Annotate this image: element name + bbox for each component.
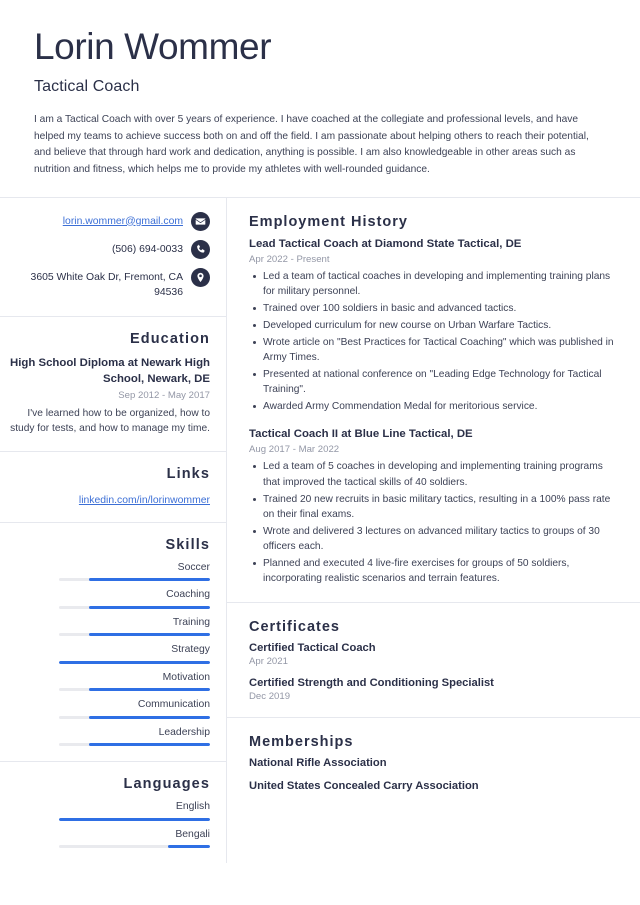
location-pin-icon bbox=[191, 268, 210, 287]
skill-level-bar bbox=[59, 743, 210, 746]
skill-level-bar bbox=[59, 688, 210, 691]
skill-item bbox=[10, 698, 210, 719]
envelope-icon bbox=[191, 212, 210, 231]
resume-header bbox=[0, 0, 640, 197]
phone-icon bbox=[191, 240, 210, 259]
certificates-heading: Certificates bbox=[249, 619, 340, 636]
skill-item bbox=[10, 616, 210, 637]
language-item bbox=[10, 828, 210, 849]
language-label: Bengali bbox=[175, 828, 210, 840]
skill-label: Soccer bbox=[177, 561, 210, 573]
bar-fill bbox=[89, 688, 210, 691]
skill-label: Communication bbox=[137, 699, 210, 711]
education-degree: High School Diploma at Newark High School, Newark, DE bbox=[10, 356, 210, 385]
education-entry bbox=[10, 355, 210, 437]
skill-level-bar bbox=[59, 578, 210, 581]
skill-level-bar bbox=[59, 716, 210, 719]
memberships-section bbox=[227, 718, 640, 807]
sidebar-column bbox=[0, 198, 227, 864]
employment-bullet-list bbox=[249, 459, 618, 586]
language-item bbox=[10, 800, 210, 821]
employment-bullet: Led a team of tactical coaches in developing and implementing training plans for military personnel. bbox=[249, 269, 618, 300]
employment-bullet: Planned and executed 4 live-fire exercises for groups of 50 soldiers, incorporating realistic scenarios and terrain features. bbox=[249, 556, 618, 587]
skill-label: Coaching bbox=[166, 589, 210, 601]
links-section bbox=[0, 452, 226, 523]
employment-job-title: Lead Tactical Coach at Diamond State Tactical, DE bbox=[249, 237, 522, 250]
certificates-section bbox=[227, 603, 640, 718]
employment-bullet: Developed curriculum for new course on Urban Warfare Tactics. bbox=[249, 318, 618, 333]
skill-item bbox=[10, 643, 210, 664]
contact-phone: (506) 694-0033 bbox=[111, 243, 183, 255]
candidate-name: Lorin Wommer bbox=[34, 26, 272, 67]
education-heading: Education bbox=[130, 330, 210, 347]
certificate-entry bbox=[249, 677, 618, 702]
profile-link[interactable]: linkedin.com/in/lorinwommer bbox=[78, 494, 210, 506]
contact-row bbox=[10, 240, 210, 259]
skill-label: Strategy bbox=[171, 644, 210, 656]
skill-item bbox=[10, 588, 210, 609]
employment-date-range: Apr 2022 - Present bbox=[249, 253, 330, 265]
resume-body bbox=[0, 197, 640, 864]
certificate-name: Certified Tactical Coach bbox=[249, 642, 376, 655]
employment-section bbox=[227, 198, 640, 604]
membership-entry: National Rifle Association bbox=[249, 757, 387, 770]
employment-bullet: Wrote article on "Best Practices for Tactical Coaching" which was published in Army Times. bbox=[249, 335, 618, 366]
skill-item bbox=[10, 726, 210, 747]
certificate-entry bbox=[249, 642, 618, 667]
bar-fill bbox=[89, 578, 210, 581]
education-section bbox=[0, 317, 226, 452]
bar-fill bbox=[89, 716, 210, 719]
contact-section bbox=[0, 198, 226, 317]
languages-heading: Languages bbox=[123, 776, 210, 793]
language-label: English bbox=[175, 801, 210, 813]
education-date: Sep 2012 - May 2017 bbox=[118, 390, 210, 402]
employment-entry bbox=[249, 237, 618, 415]
skill-level-bar bbox=[59, 606, 210, 609]
links-heading: Links bbox=[166, 465, 210, 482]
certificate-name: Certified Strength and Conditioning Specialist bbox=[249, 677, 494, 690]
contact-row bbox=[10, 268, 210, 300]
employment-bullet: Led a team of 5 coaches in developing and implementing training programs that improved the tactical skills of 40 soldiers. bbox=[249, 459, 618, 490]
skill-label: Motivation bbox=[162, 671, 210, 683]
employment-entry bbox=[249, 427, 618, 586]
bar-fill bbox=[59, 661, 210, 664]
skill-item bbox=[10, 671, 210, 692]
contact-address: 3605 White Oak Dr, Fremont, CA 94536 bbox=[30, 271, 183, 298]
employment-bullet: Trained over 100 soldiers in basic and advanced tactics. bbox=[249, 301, 618, 316]
bar-fill bbox=[168, 845, 210, 848]
skill-label: Training bbox=[172, 616, 210, 628]
languages-section bbox=[0, 762, 226, 863]
language-level-bar bbox=[59, 845, 210, 848]
employment-job-title: Tactical Coach II at Blue Line Tactical, DE bbox=[249, 428, 473, 441]
certificate-date: Dec 2019 bbox=[249, 691, 291, 703]
bar-fill bbox=[89, 743, 210, 746]
education-description: I've learned how to be organized, how to study for tests, and how to manage my time. bbox=[10, 408, 210, 435]
employment-bullet-list bbox=[249, 269, 618, 414]
skill-label: Leadership bbox=[158, 726, 210, 738]
employment-date-range: Aug 2017 - Mar 2022 bbox=[249, 444, 340, 456]
skill-level-bar bbox=[59, 661, 210, 664]
membership-entry: United States Concealed Carry Association bbox=[249, 780, 479, 793]
candidate-job-title: Tactical Coach bbox=[34, 78, 140, 96]
main-column bbox=[227, 198, 640, 808]
bar-fill bbox=[89, 633, 210, 636]
skills-heading: Skills bbox=[165, 536, 210, 553]
bar-fill bbox=[59, 818, 210, 821]
skills-section bbox=[0, 523, 226, 763]
employment-bullet: Wrote and delivered 3 lectures on advanced military tactics to groups of 30 officers each. bbox=[249, 524, 618, 555]
professional-summary: I am a Tactical Coach with over 5 years of experience. I have coached at the collegiate and professional levels, and have helped my teams to achieve success both on and off the field. I am passionate about helping others to reach their potential, and believe that through hard work and dedication, anything is possible. I am also knowledgeable in other areas such as nutrition and fitness, which helps me to provide my athletes with well-rounded guidance. bbox=[34, 114, 589, 175]
bar-fill bbox=[89, 606, 210, 609]
language-level-bar bbox=[59, 818, 210, 821]
employment-bullet: Trained 20 new recruits in basic military tactics, resulting in a 100% pass rate on their final exams. bbox=[249, 492, 618, 523]
employment-bullet: Awarded Army Commendation Medal for meritorious service. bbox=[249, 399, 618, 414]
certificate-date: Apr 2021 bbox=[249, 656, 288, 668]
employment-bullet: Presented at national conference on "Leading Edge Technology for Tactical Training". bbox=[249, 367, 618, 398]
employment-heading: Employment History bbox=[249, 213, 408, 230]
contact-row bbox=[10, 212, 210, 231]
contact-email-link[interactable]: lorin.wommer@gmail.com bbox=[62, 215, 183, 227]
skill-item bbox=[10, 561, 210, 582]
skill-level-bar bbox=[59, 633, 210, 636]
memberships-heading: Memberships bbox=[249, 734, 354, 751]
